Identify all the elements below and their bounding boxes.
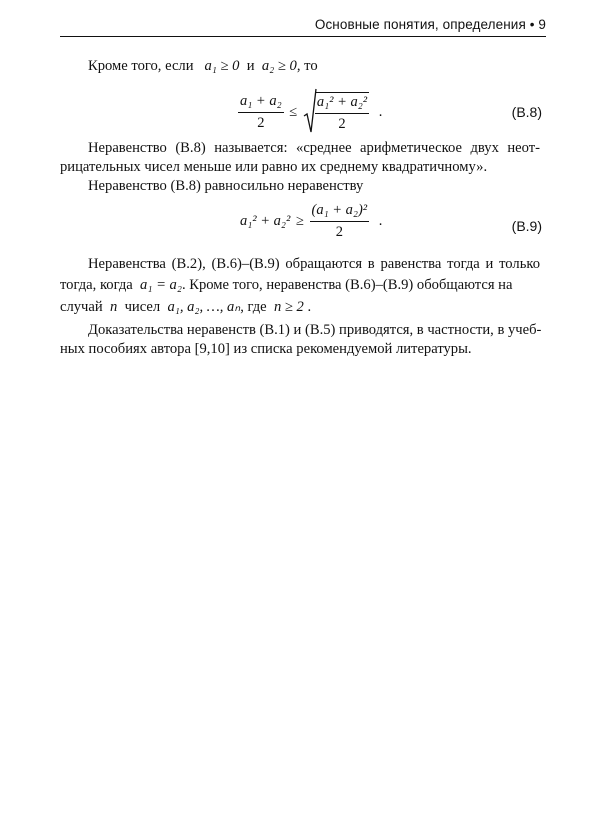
intro-text: Кроме того, если (88, 58, 194, 74)
equality-condition: a₁ = a₂ (140, 277, 182, 293)
where-word: , где (240, 299, 267, 315)
b9-lhs: a₁² + a₂² (240, 213, 291, 229)
b8-rhs-numerator: a₁² + a₂² (315, 94, 369, 114)
b8-sqrt (303, 92, 369, 133)
b8-end: . (378, 104, 383, 120)
condition-a1: a₁ ≥ 0 (204, 58, 240, 74)
header-title: Основные понятия, определения • 9 (314, 17, 546, 32)
equation-b8 (238, 92, 382, 133)
b9-end: . (378, 213, 383, 229)
paragraph-b8-name-line1: Неравенство (В.8) называется: «среднее арифметическое двух неот- (88, 140, 540, 156)
b8-lhs-denominator: 2 (257, 115, 265, 131)
equation-number-b9: (В.9) (511, 218, 542, 234)
n-condition: n ≥ 2 (273, 299, 304, 315)
paragraph-equality-line2 (60, 276, 542, 294)
equality-line2-end: . Кроме того, неравенства (В.6)–(В.9) обобщаются на (181, 277, 513, 293)
paragraph-proofs-line1: Доказательства неравенств (В.1) и (В.5) приводятся, в частности, в учеб- (88, 322, 542, 338)
paragraph-equality-line3 (60, 298, 542, 316)
paragraph-b8-name-line2: рицательных чисел меньше или равно их среднему квадратичному». (60, 159, 488, 175)
paragraph-equality-line1: Неравенства (В.2), (В.6)–(В.9) обращаются в равенства тогда и только (88, 256, 540, 272)
b9-rhs-denominator: 2 (335, 224, 343, 240)
equation-number-b8: (В.8) (511, 104, 542, 120)
paragraph-intro (88, 58, 318, 75)
numbers-word: чисел (124, 299, 161, 315)
b9-rhs-numerator: (a₁ + a₂)² (310, 202, 370, 222)
sqrt-radical-icon (303, 88, 317, 134)
running-header (60, 12, 546, 36)
condition-a2: a₂ ≥ 0 (261, 58, 297, 74)
b8-rhs-denominator: 2 (338, 116, 346, 132)
sequence-a: a₁, a₂, …, aₙ (167, 299, 241, 315)
paragraph-proofs-line2: ных пособиях автора [9,10] из списка рекомендуемой литературы. (60, 341, 472, 357)
equality-line2-start: тогда, когда (60, 277, 133, 293)
b9-relation: ≥ (295, 213, 304, 229)
n-variable: n (109, 299, 118, 315)
and-word: и (246, 58, 255, 74)
b8-rhs-fraction (315, 94, 369, 133)
line3-end: . (307, 299, 312, 315)
intro-tail: , то (296, 58, 318, 74)
header-rule (60, 36, 546, 37)
paragraph-equivalent: Неравенство (В.8) равносильно неравенству (88, 178, 364, 194)
b8-relation: ≤ (289, 104, 298, 120)
b9-rhs-fraction (310, 202, 370, 241)
equation-b9 (240, 202, 382, 241)
b8-lhs-numerator: a₁ + a₂ (238, 93, 284, 113)
case-word: случай (60, 299, 103, 315)
b8-lhs-fraction (238, 93, 284, 132)
